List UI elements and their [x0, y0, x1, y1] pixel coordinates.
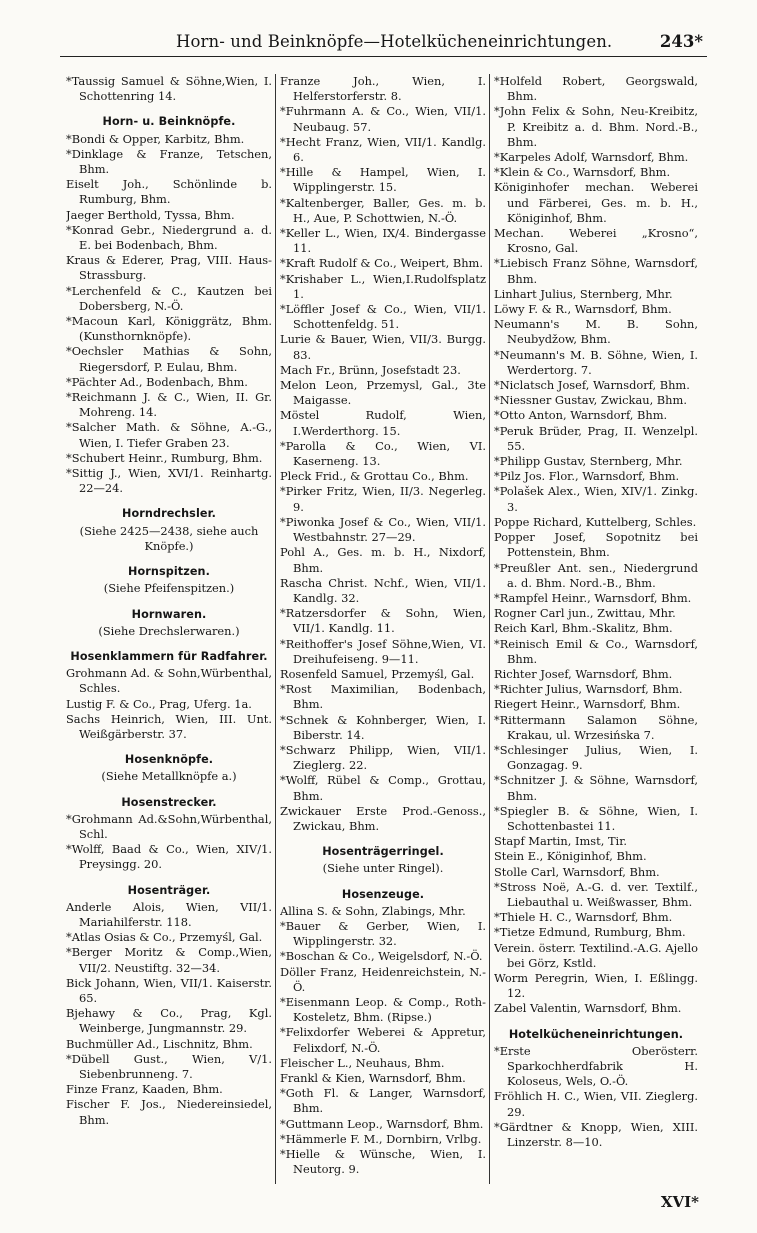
directory-entry: Melon Leon, Przemysl, Gal., 3te Maigasse.: [280, 378, 486, 408]
directory-entry: *Ratzersdorfer & Sohn, Wien, VII/1. Kandlg. 11.: [280, 606, 486, 636]
directory-entry: Lustig F. & Co., Prag, Uferg. 1a.: [66, 696, 252, 711]
directory-entry: Zwickauer Erste Prod.-Genoss., Zwickau, Bhm.: [280, 803, 486, 833]
directory-entry: *Piwonka Josef & Co., Wien, VII/1. Westbahnstr. 27—29.: [280, 514, 486, 545]
directory-entry: Poppe Richard, Kuttelberg, Schles.: [494, 514, 697, 529]
directory-entry: *Schnek & Kohnberger, Wien, I. Biberstr. 14.: [280, 712, 486, 742]
directory-entry: *Otto Anton, Warnsdorf, Bhm.: [494, 408, 668, 423]
directory-entry: Popper Josef, Sopotnitz bei Pottenstein, Bhm.: [494, 530, 698, 560]
directory-entry: *Keller L., Wien, IX/4. Bindergasse 11.: [280, 226, 486, 256]
directory-entry: Pohl A., Ges. m. b. H., Nixdorf, Bhm.: [280, 545, 486, 575]
directory-entry: *Schlesinger Julius, Wien, I. Gonzagag. 9.: [494, 742, 698, 773]
section-heading: Horndrechsler.: [122, 507, 216, 521]
directory-entry: Linhart Julius, Sternberg, Mhr.: [494, 286, 673, 301]
directory-entry: *Liebisch Franz Söhne, Warnsdorf, Bhm.: [494, 256, 698, 286]
column-1: [66, 74, 272, 1184]
directory-entry: *Konrad Gebr., Niedergrund a. d. E. bei Bodenbach, Bhm.: [66, 222, 272, 253]
directory-entry: *Hecht Franz, Wien, VII/1. Kandlg. 6.: [280, 134, 486, 165]
directory-entry: *Pilz Jos. Flor., Warnsdorf, Bhm.: [494, 469, 680, 484]
directory-entry: Möstel Rudolf, Wien, I.Werderthorg. 15.: [280, 408, 486, 438]
directory-entry: Jaeger Berthold, Tyssa, Bhm.: [66, 207, 235, 222]
directory-entry: *Polašek Alex., Wien, XIV/1. Zinkg. 3.: [494, 484, 698, 514]
directory-entry: *Thiele H. C., Warnsdorf, Bhm.: [494, 910, 673, 925]
directory-entry: Kraus & Ederer, Prag, VIII. Haus-Strassburg.: [66, 253, 272, 283]
directory-entry: *Hielle & Wünsche, Wien, I. Neutorg. 9.: [280, 1147, 486, 1177]
directory-entry: Bick Johann, Wien, VII/1. Kaiserstr. 65.: [66, 975, 272, 1005]
directory-entry: *Erste Oberösterr. Sparkochherdfabrik H. Koloseus, Wels, O.-Ö.: [494, 1043, 698, 1089]
directory-entry: Richter Josef, Warnsdorf, Bhm.: [494, 666, 673, 681]
directory-entry: *Boschan & Co., Weigelsdorf, N.-Ö.: [280, 949, 483, 964]
page-title: Horn- und Beinknöpfe—Hotelkücheneinrichtungen.: [176, 32, 613, 51]
directory-entry: Rogner Carl jun., Zwittau, Mhr.: [494, 606, 676, 621]
column-3: [494, 74, 698, 1184]
directory-entry: *Fuhrmann A. & Co., Wien, VII/1. Neubaug. 57.: [280, 104, 486, 134]
cross-reference-note: (Siehe Pfeifenspitzen.): [103, 581, 235, 596]
directory-entry: *Berger Moritz & Comp.,Wien, VII/2. Neustiftg. 32—34.: [66, 945, 272, 975]
column-divider: [489, 74, 490, 1184]
directory-entry: *Niessner Gustav, Zwickau, Bhm.: [494, 393, 687, 408]
directory-entry: *Parolla & Co., Wien, VI. Kaserneng. 13.: [280, 438, 486, 469]
directory-entry: Stolle Carl, Warnsdorf, Bhm.: [494, 864, 660, 879]
directory-entry: *Pächter Ad., Bodenbach, Bhm.: [66, 374, 248, 389]
page-number: 243*: [659, 32, 703, 51]
section-heading: Hornspitzen.: [128, 565, 210, 579]
directory-entry: *Schnitzer J. & Söhne, Warnsdorf, Bhm.: [494, 773, 698, 803]
directory-entry: Verein. österr. Textilind.-A.G. Ajello bei Görz, Kstld.: [494, 940, 698, 970]
directory-entry: Fischer F. Jos., Niedereinsiedel, Bhm.: [66, 1097, 272, 1127]
directory-entry: Königinhofer mechan. Weberei und Färberei, Ges. m. b. H., Königinhof, Bhm.: [494, 180, 698, 225]
directory-entry: *Tietze Edmund, Rumburg, Bhm.: [494, 925, 686, 940]
directory-entry: *Löffler Josef & Co., Wien, VII/1. Schottenfeldg. 51.: [280, 302, 486, 332]
directory-entry: Riegert Heinr., Warnsdorf, Bhm.: [494, 697, 681, 712]
directory-entry: Bjehawy & Co., Prag, Kgl. Weinberge, Jungmannstr. 29.: [66, 1006, 272, 1036]
directory-entry: *Spiegler B. & Söhne, Wien, I. Schottenbastei 11.: [494, 803, 698, 833]
directory-entry: *Lerchenfeld & C., Kautzen bei Dobersberg, N.-Ö.: [66, 283, 272, 313]
directory-entry: *Guttmann Leop., Warnsdorf, Bhm.: [280, 1116, 484, 1131]
directory-entry: *Dinklage & Franze, Tetschen, Bhm.: [66, 146, 272, 177]
directory-entry: *Oechsler Mathias & Sohn, Riegersdorf, P. Eulau, Bhm.: [66, 344, 272, 374]
directory-entry: *Karpeles Adolf, Warnsdorf, Bhm.: [494, 150, 689, 165]
directory-entry: *Schwarz Philipp, Wien, VII/1. Zieglerg. 22.: [280, 742, 486, 773]
directory-entry: *Grohmann Ad.&Sohn,Würbenthal, Schl.: [66, 811, 272, 841]
directory-entry: *Hämmerle F. M., Dornbirn, Vrlbg.: [280, 1131, 482, 1146]
directory-entry: *Reithoffer's Josef Söhne,Wien, VI. Dreihufeiseng. 9—11.: [280, 636, 486, 666]
directory-entry: *Peruk Brüder, Prag, II. Wenzelpl. 55.: [494, 423, 698, 453]
directory-entry: *Kraft Rudolf & Co., Weipert, Bhm.: [280, 256, 483, 271]
directory-entry: *Goth Fl. & Langer, Warnsdorf, Bhm.: [280, 1086, 486, 1116]
directory-entry: *Kaltenberger, Baller, Ges. m. b. H., Aue, P. Schottwien, N.-Ö.: [280, 195, 486, 225]
section-heading: Hosenstrecker.: [121, 795, 217, 809]
directory-entry: Pleck Frid., & Grottau Co., Bhm.: [280, 469, 469, 484]
directory-entry: *Krishaber L., Wien,I.Rudolfsplatz 1.: [280, 271, 486, 301]
directory-entry: Mach Fr., Brünn, Josefstadt 23.: [280, 362, 461, 377]
directory-entry: Frankl & Kien, Warnsdorf, Bhm.: [280, 1071, 466, 1085]
section-heading: Hornwaren.: [131, 607, 207, 621]
cross-reference-note: (Siehe Drechslerwaren.): [98, 623, 240, 638]
directory-entry: *Atlas Osias & Co., Przemyśl, Gal.: [66, 930, 263, 945]
column-2: [280, 74, 486, 1184]
directory-entry: Zabel Valentin, Warnsdorf, Bhm.: [494, 1001, 682, 1016]
directory-entry: *Salcher Math. & Söhne, A.-G., Wien, I. Tiefer Graben 23.: [66, 420, 272, 450]
directory-entry: *Klein & Co., Warnsdorf, Bhm.: [494, 165, 671, 180]
directory-entry: *Preußler Ant. sen., Niedergrund a. d. Bhm. Nord.-B., Bhm.: [494, 560, 698, 590]
directory-entry: *Stross Noë, A.-G. d. ver. Textilf., Liebauthal u. Weißwasser, Bhm.: [494, 879, 698, 909]
directory-entry: *Neumann's M. B. Söhne, Wien, I. Werdertorg. 7.: [494, 347, 698, 377]
directory-entry: Fleischer L., Neuhaus, Bhm.: [280, 1055, 445, 1070]
directory-entry: *Gärdtner & Knopp, Wien, XIII. Linzerstr. 8—10.: [494, 1119, 698, 1150]
directory-entry: Franze Joh., Wien, I. Helferstorferstr. 8.: [280, 74, 486, 104]
section-heading: Hosenklammern für Radfahrer.: [70, 649, 268, 663]
directory-entry: Finze Franz, Kaaden, Bhm.: [66, 1082, 223, 1097]
directory-entry: Mechan. Weberei „Krosno“, Krosno, Gal.: [494, 226, 698, 256]
directory-entry: *Eisenmann Leop. & Comp., Roth-Kosteletz, Bhm. (Ripse.): [280, 994, 486, 1025]
directory-entry: *Philipp Gustav, Sternberg, Mhr.: [494, 454, 683, 469]
directory-entry: *Macoun Karl, Königgrätz, Bhm. (Kunsthornknöpfe).: [66, 314, 272, 344]
directory-entry: Löwy F. & R., Warnsdorf, Bhm.: [494, 302, 672, 317]
directory-entry: Neumann's M. B. Sohn, Neubydžow, Bhm.: [494, 317, 698, 347]
directory-entry: *Felixdorfer Weberei & Appretur, Felixdorf, N.-Ö.: [280, 1025, 486, 1055]
directory-entry: *Hille & Hampel, Wien, I. Wipplingerstr. 15.: [280, 165, 486, 195]
directory-entry: *Sittig J., Wien, XVI/1. Reinhartg. 22—24.: [66, 466, 272, 496]
directory-entry: Lurie & Bauer, Wien, VII/3. Burgg. 83.: [280, 332, 486, 362]
section-heading: Horn- u. Beinknöpfe.: [102, 115, 236, 129]
section-heading: Hosenzeuge.: [341, 887, 425, 901]
directory-entry: Sachs Heinrich, Wien, III. Unt. Weißgärberstr. 37.: [66, 711, 272, 741]
directory-entry: *John Felix & Sohn, Neu-Kreibitz, P. Kreibitz a. d. Bhm. Nord.-B., Bhm.: [494, 104, 698, 149]
directory-entry: Worm Peregrin, Wien, I. Eßlingg. 12.: [494, 970, 698, 1001]
cross-reference-note: (Siehe unter Ringel).: [322, 861, 444, 876]
directory-entry: Rosenfeld Samuel, Przemyśl, Gal.: [280, 666, 475, 681]
directory-entry: *Bauer & Gerber, Wien, I. Wipplingerstr. 32.: [280, 918, 486, 949]
directory-entry: *Richter Julius, Warnsdorf, Bhm.: [494, 682, 683, 697]
directory-entry: Döller Franz, Heidenreichstein, N.-Ö.: [280, 964, 486, 994]
directory-entry: Buchmüller Ad., Lischnitz, Bhm.: [66, 1036, 253, 1051]
directory-entry: Rascha Christ. Nchf., Wien, VII/1. Kandlg. 32.: [280, 575, 486, 605]
directory-entry: *Holfeld Robert, Georgswald, Bhm.: [494, 74, 698, 104]
directory-entry: Eiselt Joh., Schönlinde b. Rumburg, Bhm.: [66, 177, 272, 207]
section-heading: Hosenträger.: [127, 883, 211, 897]
directory-entry: *Wolff, Rübel & Comp., Grottau, Bhm.: [280, 773, 486, 803]
directory-entry: Stapf Martin, Imst, Tir.: [494, 834, 628, 849]
directory-entry: *Dübell Gust., Wien, V/1. Siebenbrunneng. 7.: [66, 1051, 272, 1081]
directory-entry: *Reichmann J. & C., Wien, II. Gr. Mohreng. 14.: [66, 390, 272, 420]
directory-entry: *Rittermann Salamon Söhne, Krakau, ul. Wrzesińska 7.: [494, 712, 698, 742]
cross-reference-note: (Siehe Metallknöpfe a.): [101, 769, 237, 784]
section-heading: Hosenknöpfe.: [124, 753, 214, 767]
directory-entry: *Pirker Fritz, Wien, II/3. Negerleg. 9.: [280, 484, 486, 514]
directory-entry: *Rost Maximilian, Bodenbach, Bhm.: [280, 682, 486, 712]
directory-entry: *Niclatsch Josef, Warnsdorf, Bhm.: [494, 378, 690, 393]
directory-entry: *Bondi & Opper, Karbitz, Bhm.: [66, 131, 245, 146]
section-heading: Hosenträgerringel.: [322, 845, 444, 859]
page-header: [60, 28, 707, 57]
directory-entry: Allina S. & Sohn, Zlabings, Mhr.: [280, 903, 466, 918]
column-divider: [275, 74, 276, 1184]
directory-entry: *Schubert Heinr., Rumburg, Bhm.: [66, 450, 263, 465]
directory-entry: *Wolff, Baad & Co., Wien, XIV/1. Preysingg. 20.: [66, 842, 272, 872]
directory-entry: Anderle Alois, Wien, VII/1. Mariahilferstr. 118.: [66, 899, 272, 929]
directory-entry: Fröhlich H. C., Wien, VII. Zieglerg. 29.: [494, 1089, 698, 1119]
section-heading: Hotelkücheneinrichtungen.: [508, 1027, 684, 1041]
directory-entry: Grohmann Ad. & Sohn,Würbenthal, Schles.: [66, 666, 272, 696]
directory-entry: *Rampfel Heinr., Warnsdorf, Bhm.: [494, 590, 692, 605]
directory-entry: *Reinisch Emil & Co., Warnsdorf, Bhm.: [494, 636, 698, 666]
directory-entry: Stein E., Königinhof, Bhm.: [494, 849, 647, 864]
directory-entry: Reich Karl, Bhm.-Skalitz, Bhm.: [494, 621, 673, 636]
signature-mark: XVI*: [660, 1193, 699, 1211]
cross-reference-note: (Siehe 2425—2438, siehe auch Knöpfe.): [79, 523, 259, 553]
directory-entry: *Taussig Samuel & Söhne,Wien, I. Schottenring 14.: [66, 74, 272, 104]
